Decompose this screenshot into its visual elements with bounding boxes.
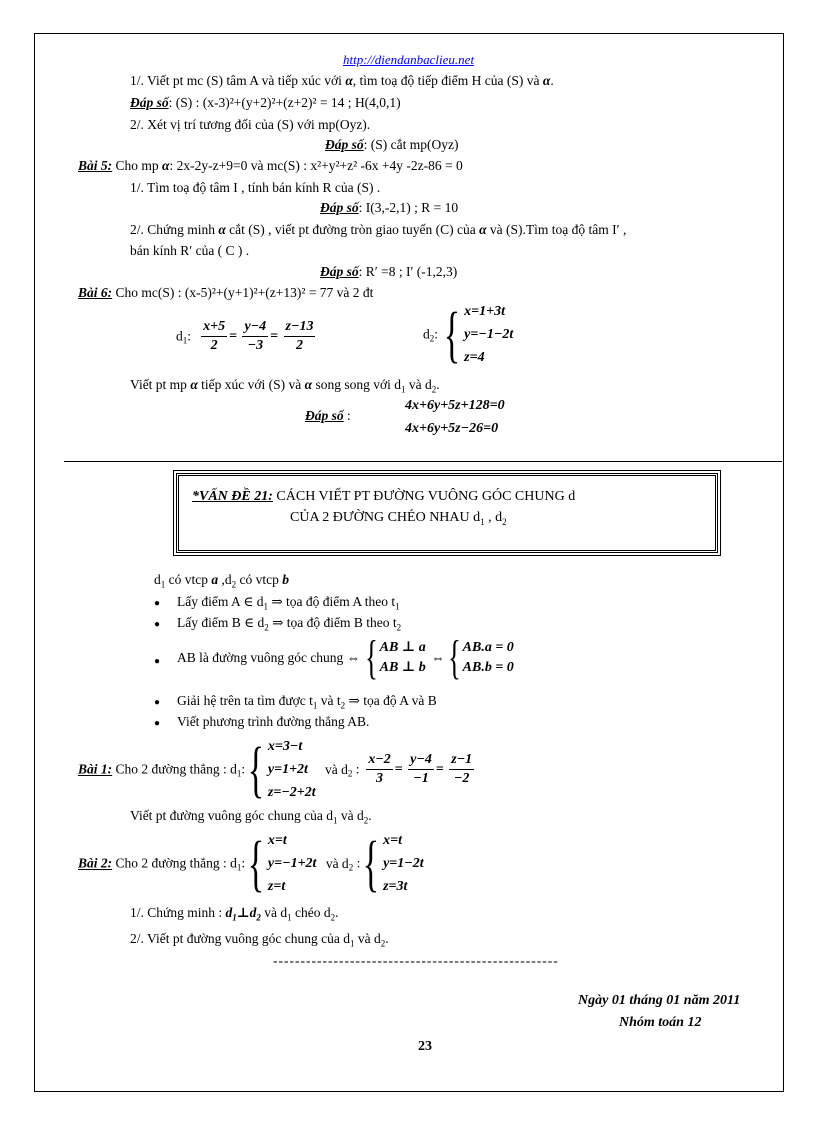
bullet-icon: ● (154, 718, 161, 729)
footer-date: Ngày 01 tháng 01 năm 2011 (578, 993, 741, 1008)
bai6-line-d1: $d_1$: $\frac{x+5}{2}$ = $\frac{y-4}{-3}$ = $\frac{z-13}{2}$ (176, 319, 314, 353)
top-answer-2: Đáp số: (S) cắt mp(Oyz) (325, 137, 459, 152)
bai5-answer-2: Đáp số: R′ =8 ; I′ (-1,2,3) (320, 264, 458, 279)
bullet-icon: ● (154, 598, 161, 609)
separator-dashes: ---------------------------------------------------- (273, 953, 559, 968)
bullet-icon: ● (154, 697, 161, 708)
bai1-task: Viết pt đường vuông góc chung của $d_1$ và $d_2$. (130, 808, 372, 826)
bai2-statement: Bài 2: Cho 2 đường thẳng : $d_1$:{ x=t y=−1+2t z=t và $d_2$ :{ x=t y=1−2t z=3t (78, 829, 424, 898)
bai5-question-1: 1/. Tìm toạ độ tâm I , tính bán kính R của (S) . (130, 180, 381, 195)
page-number: 23 (418, 1039, 432, 1054)
section-divider (64, 461, 782, 462)
bullet-icon: ● (154, 619, 161, 630)
bai1-statement: Bài 1: Cho 2 đường thẳng : $d_1$:{ x=3−t y=1+2t z=−2+2t và $d_2$ : $\frac{x-2}{3}$ = $\frac{y-4}{-1}$ = $\frac{z-1}{-2}$ (78, 735, 473, 804)
top-question-1: 1/. Viết pt mc (S) tâm A và tiếp xúc với α, tìm toạ độ tiếp điểm H của (S) và α. (130, 73, 554, 88)
method-intro: $d_1$ có vtcp a $,d_2$ có vtcp b (154, 572, 289, 590)
bai6-task: Viết pt mp α tiếp xúc với (S) và α song song với $d_1$ và $d_2$. (130, 377, 440, 395)
topic-title-2: CỦA 2 ĐƯỜNG CHÉO NHAU $d_1$ , $d_2$ (290, 510, 507, 527)
bai5-question-2: 2/. Chứng minh α cắt (S) , viết pt đường tròn giao tuyến (C) của α và (S).Tìm toạ độ tâm I′ , (130, 222, 627, 237)
bai6-answer-1: 4x+6y+5z+128=0 (405, 398, 505, 413)
bai5-statement: Bài 5: Cho mp α: 2x-2y-z+9=0 và mc(S) : x²+y²+z² -6x +4y -2z-86 = 0 (78, 158, 463, 173)
bullet-icon: ● (154, 656, 161, 667)
bai6-line-d2: $d_2$: { x=1+3t y=−1−2t z=4 (423, 300, 514, 369)
bai5-question-2b: bán kính R′ của ( C ) . (130, 243, 250, 258)
bai6-answer-label: Đáp số : (305, 408, 351, 423)
topic-title: *VẤN ĐỀ 21: CÁCH VIẾT PT ĐƯỜNG VUÔNG GÓC CHUNG d (192, 489, 576, 504)
method-step-1: Lấy điểm A ∈ $d_1$ ⇒ tọa độ điểm A theo $t_1$ (177, 594, 400, 612)
top-answer-1: Đáp số: (S) : (x-3)²+(y+2)²+(z+2)² = 14 ; H(4,0,1) (130, 95, 401, 110)
header-link[interactable]: http://diendanbaclieu.net (343, 52, 475, 67)
bai5-answer-1: Đáp số: I(3,-2,1) ; R = 10 (320, 200, 459, 215)
bai6-answer-2: 4x+6y+5z−26=0 (405, 421, 499, 436)
top-question-2: 2/. Xét vị trí tương đối của (S) với mp(Oyz). (130, 117, 371, 132)
bai6-statement: Bài 6: Cho mc(S) : (x-5)²+(y+1)²+(z+13)² = 77 và 2 đt (78, 285, 374, 300)
bai2-question-1: 1/. Chứng minh : $d_1\perp d_2$ và $d_1$ chéo $d_2$. (130, 905, 339, 923)
footer-group: Nhóm toán 12 (619, 1015, 702, 1030)
method-step-4: Giải hệ trên ta tìm được $t_1$ và $t_2$ ⇒ tọa độ A và B (177, 693, 437, 711)
method-step-3: AB là đường vuông góc chung ⇔ { AB ⊥ a AB ⊥ b ⇔{ AB.a = 0 AB.b = 0 (177, 631, 514, 684)
bai2-question-2: 2/. Viết pt đường vuông góc chung của $d_1$ và $d_2$. (130, 931, 389, 949)
method-step-2: Lấy điểm B ∈ $d_2$ ⇒ tọa độ điểm B theo $t_2$ (177, 615, 402, 633)
method-step-5: Viết phương trình đường thẳng AB. (177, 714, 370, 729)
